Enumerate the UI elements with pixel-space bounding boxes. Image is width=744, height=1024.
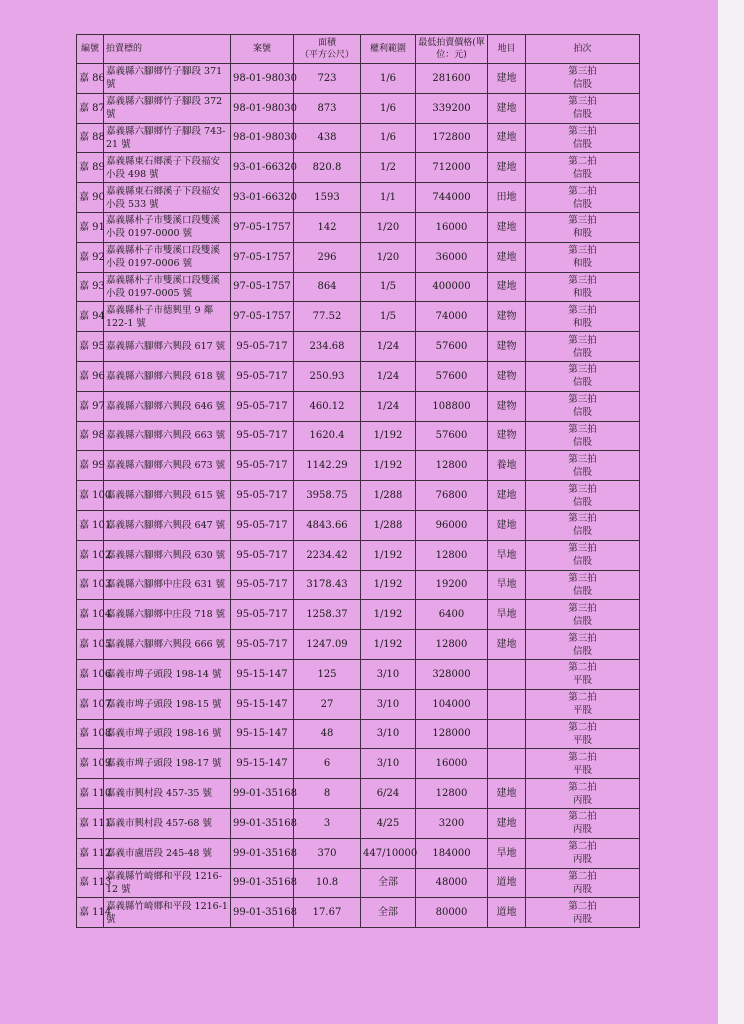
cell-area: 10.8	[294, 868, 361, 898]
cell-area: 8	[294, 779, 361, 809]
cell-area: 125	[294, 659, 361, 689]
cell-right: 1/24	[361, 361, 416, 391]
header-price: 最低拍賣價格(單位：元)	[416, 35, 488, 64]
table-row	[77, 421, 640, 451]
cell-area: 873	[294, 93, 361, 123]
cell-price: 328000	[416, 659, 488, 689]
cell-price: 57600	[416, 421, 488, 451]
cell-round: 第三拍 和股	[526, 302, 640, 332]
cell-land: 田地	[488, 183, 526, 213]
cell-right: 1/192	[361, 540, 416, 570]
cell-no: 嘉 102	[77, 540, 104, 570]
cell-right: 3/10	[361, 719, 416, 749]
table-row	[77, 451, 640, 481]
header-area: 面積 （平方公尺）	[294, 35, 361, 64]
cell-target: 嘉義市興村段 457-68 號	[104, 808, 231, 838]
cell-land: 建地	[488, 510, 526, 540]
cell-area: 234.68	[294, 332, 361, 362]
cell-case: 95-15-147	[231, 659, 294, 689]
cell-land	[488, 659, 526, 689]
cell-round: 第二拍 平股	[526, 689, 640, 719]
cell-land: 建物	[488, 302, 526, 332]
cell-right: 1/24	[361, 332, 416, 362]
cell-target: 嘉義縣六腳鄉六興段 646 號	[104, 391, 231, 421]
cell-price: 74000	[416, 302, 488, 332]
cell-round: 第三拍 和股	[526, 272, 640, 302]
table-row	[77, 838, 640, 868]
cell-land: 道地	[488, 898, 526, 928]
cell-round: 第二拍 平股	[526, 719, 640, 749]
cell-price: 76800	[416, 481, 488, 511]
cell-case: 95-05-717	[231, 391, 294, 421]
cell-right: 1/5	[361, 272, 416, 302]
cell-round: 第二拍 丙股	[526, 868, 640, 898]
cell-right: 1/24	[361, 391, 416, 421]
cell-area: 77.52	[294, 302, 361, 332]
cell-price: 12800	[416, 540, 488, 570]
cell-no: 嘉 114	[77, 898, 104, 928]
cell-price: 3200	[416, 808, 488, 838]
cell-case: 99-01-35168	[231, 779, 294, 809]
table-row	[77, 183, 640, 213]
cell-right: 1/192	[361, 451, 416, 481]
cell-area: 6	[294, 749, 361, 779]
cell-right: 1/6	[361, 93, 416, 123]
cell-target: 嘉義縣朴子市雙溪口段雙溪小段 0197-0005 號	[104, 272, 231, 302]
cell-right: 全部	[361, 868, 416, 898]
cell-land: 旱地	[488, 600, 526, 630]
cell-target: 嘉義市埤子頭段 198-14 號	[104, 659, 231, 689]
cell-case: 99-01-35168	[231, 868, 294, 898]
cell-case: 95-05-717	[231, 332, 294, 362]
cell-round: 第二拍 丙股	[526, 779, 640, 809]
table-row	[77, 93, 640, 123]
cell-right: 1/6	[361, 123, 416, 153]
cell-round: 第三拍 信股	[526, 570, 640, 600]
auction-table	[76, 34, 640, 928]
cell-no: 嘉 110	[77, 779, 104, 809]
cell-land: 旱地	[488, 570, 526, 600]
cell-land: 建地	[488, 123, 526, 153]
cell-round: 第二拍 信股	[526, 153, 640, 183]
table-row	[77, 64, 640, 94]
cell-target: 嘉義縣六腳鄉六興段 618 號	[104, 361, 231, 391]
cell-land: 道地	[488, 868, 526, 898]
cell-area: 142	[294, 212, 361, 242]
cell-area: 1142.29	[294, 451, 361, 481]
cell-land: 建地	[488, 808, 526, 838]
header-case: 案號	[231, 35, 294, 64]
cell-land	[488, 749, 526, 779]
table-row	[77, 898, 640, 928]
cell-case: 95-05-717	[231, 510, 294, 540]
cell-case: 95-05-717	[231, 481, 294, 511]
cell-no: 嘉 96	[77, 361, 104, 391]
cell-area: 17.67	[294, 898, 361, 928]
table-row	[77, 242, 640, 272]
cell-area: 3958.75	[294, 481, 361, 511]
cell-price: 19200	[416, 570, 488, 600]
cell-no: 嘉 99	[77, 451, 104, 481]
cell-case: 95-15-147	[231, 749, 294, 779]
cell-land: 建物	[488, 421, 526, 451]
cell-case: 93-01-66320	[231, 183, 294, 213]
cell-price: 96000	[416, 510, 488, 540]
cell-price: 281600	[416, 64, 488, 94]
cell-price: 184000	[416, 838, 488, 868]
cell-case: 95-05-717	[231, 600, 294, 630]
cell-land: 旱地	[488, 540, 526, 570]
cell-right: 447/10000	[361, 838, 416, 868]
table-row	[77, 689, 640, 719]
cell-no: 嘉 95	[77, 332, 104, 362]
table-row	[77, 361, 640, 391]
cell-round: 第三拍 信股	[526, 123, 640, 153]
cell-right: 6/24	[361, 779, 416, 809]
cell-round: 第三拍 和股	[526, 242, 640, 272]
cell-target: 嘉義縣朴子市雙溪口段雙溪小段 0197-0000 號	[104, 212, 231, 242]
cell-no: 嘉 112	[77, 838, 104, 868]
cell-price: 6400	[416, 600, 488, 630]
cell-case: 99-01-35168	[231, 808, 294, 838]
cell-land: 建地	[488, 242, 526, 272]
header-right: 權利範圍	[361, 35, 416, 64]
cell-round: 第三拍 信股	[526, 391, 640, 421]
cell-price: 172800	[416, 123, 488, 153]
header-target: 拍賣標的	[104, 35, 231, 64]
table-row	[77, 272, 640, 302]
cell-case: 98-01-98030	[231, 93, 294, 123]
cell-no: 嘉 93	[77, 272, 104, 302]
cell-no: 嘉 101	[77, 510, 104, 540]
cell-case: 95-15-147	[231, 689, 294, 719]
cell-target: 嘉義縣朴子市雙溪口段雙溪小段 0197-0006 號	[104, 242, 231, 272]
cell-price: 104000	[416, 689, 488, 719]
cell-no: 嘉 94	[77, 302, 104, 332]
cell-round: 第二拍 丙股	[526, 808, 640, 838]
cell-price: 712000	[416, 153, 488, 183]
cell-price: 744000	[416, 183, 488, 213]
cell-no: 嘉 105	[77, 630, 104, 660]
cell-round: 第三拍 信股	[526, 481, 640, 511]
cell-land: 建地	[488, 212, 526, 242]
cell-area: 438	[294, 123, 361, 153]
cell-area: 370	[294, 838, 361, 868]
cell-price: 128000	[416, 719, 488, 749]
table-row	[77, 540, 640, 570]
cell-no: 嘉 88	[77, 123, 104, 153]
cell-area: 250.93	[294, 361, 361, 391]
cell-target: 嘉義縣六腳鄉六興段 617 號	[104, 332, 231, 362]
cell-round: 第二拍 平股	[526, 749, 640, 779]
cell-target: 嘉義市埤子頭段 198-16 號	[104, 719, 231, 749]
table-row	[77, 510, 640, 540]
cell-no: 嘉 109	[77, 749, 104, 779]
table-row	[77, 719, 640, 749]
table-row	[77, 600, 640, 630]
cell-right: 1/20	[361, 242, 416, 272]
cell-round: 第三拍 信股	[526, 64, 640, 94]
cell-target: 嘉義縣六腳鄉竹子腳段 371 號	[104, 64, 231, 94]
cell-round: 第二拍 平股	[526, 659, 640, 689]
cell-right: 3/10	[361, 659, 416, 689]
cell-target: 嘉義縣六腳鄉竹子腳段 372 號	[104, 93, 231, 123]
cell-right: 1/192	[361, 421, 416, 451]
cell-right: 1/192	[361, 570, 416, 600]
table-header-row	[77, 35, 640, 64]
cell-no: 嘉 103	[77, 570, 104, 600]
cell-round: 第三拍 信股	[526, 451, 640, 481]
cell-no: 嘉 111	[77, 808, 104, 838]
cell-target: 嘉義市埤子頭段 198-17 號	[104, 749, 231, 779]
cell-case: 95-05-717	[231, 421, 294, 451]
cell-price: 12800	[416, 451, 488, 481]
cell-case: 95-05-717	[231, 570, 294, 600]
cell-land: 建地	[488, 64, 526, 94]
cell-land: 旱地	[488, 838, 526, 868]
cell-area: 820.8	[294, 153, 361, 183]
cell-target: 嘉義市興村段 457-35 號	[104, 779, 231, 809]
cell-price: 339200	[416, 93, 488, 123]
cell-right: 3/10	[361, 749, 416, 779]
table-row	[77, 123, 640, 153]
cell-case: 95-05-717	[231, 540, 294, 570]
table-row	[77, 808, 640, 838]
cell-no: 嘉 98	[77, 421, 104, 451]
cell-case: 95-05-717	[231, 361, 294, 391]
cell-target: 嘉義縣竹崎鄉和平段 1216-12 號	[104, 868, 231, 898]
cell-area: 296	[294, 242, 361, 272]
cell-price: 108800	[416, 391, 488, 421]
cell-target: 嘉義市埤子頭段 198-15 號	[104, 689, 231, 719]
cell-round: 第三拍 信股	[526, 600, 640, 630]
cell-price: 16000	[416, 212, 488, 242]
cell-right: 1/192	[361, 630, 416, 660]
cell-round: 第三拍 和股	[526, 212, 640, 242]
cell-price: 16000	[416, 749, 488, 779]
table-body	[77, 64, 640, 928]
table-row	[77, 153, 640, 183]
cell-round: 第二拍 丙股	[526, 838, 640, 868]
cell-no: 嘉 113	[77, 868, 104, 898]
cell-round: 第三拍 信股	[526, 540, 640, 570]
cell-target: 嘉義縣六腳鄉中庄段 631 號	[104, 570, 231, 600]
header-round: 拍次	[526, 35, 640, 64]
cell-right: 1/288	[361, 510, 416, 540]
cell-price: 57600	[416, 332, 488, 362]
cell-target: 嘉義縣六腳鄉六興段 666 號	[104, 630, 231, 660]
table-row	[77, 302, 640, 332]
cell-case: 97-05-1757	[231, 272, 294, 302]
cell-land	[488, 719, 526, 749]
cell-land: 建地	[488, 93, 526, 123]
cell-land: 養地	[488, 451, 526, 481]
cell-no: 嘉 90	[77, 183, 104, 213]
header-no: 編號	[77, 35, 104, 64]
cell-land: 建物	[488, 361, 526, 391]
cell-target: 嘉義縣六腳鄉六興段 663 號	[104, 421, 231, 451]
cell-area: 4843.66	[294, 510, 361, 540]
cell-land	[488, 689, 526, 719]
cell-case: 95-05-717	[231, 630, 294, 660]
cell-no: 嘉 107	[77, 689, 104, 719]
cell-round: 第三拍 信股	[526, 361, 640, 391]
cell-land: 建地	[488, 153, 526, 183]
cell-no: 嘉 92	[77, 242, 104, 272]
cell-area: 1258.37	[294, 600, 361, 630]
cell-price: 12800	[416, 779, 488, 809]
cell-case: 95-05-717	[231, 451, 294, 481]
table-row	[77, 332, 640, 362]
cell-price: 36000	[416, 242, 488, 272]
cell-target: 嘉義縣六腳鄉六興段 647 號	[104, 510, 231, 540]
cell-price: 12800	[416, 630, 488, 660]
cell-target: 嘉義縣六腳鄉六興段 673 號	[104, 451, 231, 481]
cell-no: 嘉 106	[77, 659, 104, 689]
cell-case: 99-01-35168	[231, 898, 294, 928]
cell-area: 1247.09	[294, 630, 361, 660]
cell-case: 99-01-35168	[231, 838, 294, 868]
cell-price: 48000	[416, 868, 488, 898]
cell-round: 第三拍 信股	[526, 332, 640, 362]
table-row	[77, 868, 640, 898]
cell-area: 460.12	[294, 391, 361, 421]
cell-target: 嘉義市盧厝段 245-48 號	[104, 838, 231, 868]
table-row	[77, 749, 640, 779]
cell-no: 嘉 87	[77, 93, 104, 123]
cell-round: 第三拍 信股	[526, 630, 640, 660]
cell-right: 1/288	[361, 481, 416, 511]
cell-case: 95-15-147	[231, 719, 294, 749]
cell-target: 嘉義縣六腳鄉竹子腳段 743-21 號	[104, 123, 231, 153]
header-land: 地目	[488, 35, 526, 64]
cell-area: 2234.42	[294, 540, 361, 570]
cell-right: 全部	[361, 898, 416, 928]
cell-right: 1/2	[361, 153, 416, 183]
cell-area: 3178.43	[294, 570, 361, 600]
table-row	[77, 481, 640, 511]
cell-target: 嘉義縣東石鄉溪子下段福安小段 533 號	[104, 183, 231, 213]
cell-area: 3	[294, 808, 361, 838]
cell-land: 建地	[488, 272, 526, 302]
table-row	[77, 630, 640, 660]
cell-round: 第三拍 信股	[526, 93, 640, 123]
cell-right: 1/5	[361, 302, 416, 332]
cell-no: 嘉 97	[77, 391, 104, 421]
cell-case: 93-01-66320	[231, 153, 294, 183]
cell-target: 嘉義縣竹崎鄉和平段 1216-1 號	[104, 898, 231, 928]
cell-case: 97-05-1757	[231, 212, 294, 242]
cell-right: 1/20	[361, 212, 416, 242]
cell-no: 嘉 100	[77, 481, 104, 511]
cell-price: 80000	[416, 898, 488, 928]
cell-area: 1593	[294, 183, 361, 213]
table-row	[77, 779, 640, 809]
cell-target: 嘉義縣六腳鄉中庄段 718 號	[104, 600, 231, 630]
cell-case: 97-05-1757	[231, 242, 294, 272]
cell-right: 4/25	[361, 808, 416, 838]
cell-target: 嘉義縣東石鄉溪子下段福安小段 498 號	[104, 153, 231, 183]
table-row	[77, 570, 640, 600]
table-row	[77, 212, 640, 242]
cell-area: 864	[294, 272, 361, 302]
cell-price: 57600	[416, 361, 488, 391]
cell-case: 98-01-98030	[231, 123, 294, 153]
cell-round: 第三拍 信股	[526, 510, 640, 540]
cell-no: 嘉 86	[77, 64, 104, 94]
cell-round: 第二拍 丙股	[526, 898, 640, 928]
cell-case: 98-01-98030	[231, 64, 294, 94]
cell-no: 嘉 108	[77, 719, 104, 749]
cell-right: 1/6	[361, 64, 416, 94]
cell-round: 第二拍 信股	[526, 183, 640, 213]
cell-land: 建地	[488, 481, 526, 511]
cell-price: 400000	[416, 272, 488, 302]
cell-target: 嘉義縣六腳鄉六興段 615 號	[104, 481, 231, 511]
cell-land: 建物	[488, 332, 526, 362]
cell-area: 1620.4	[294, 421, 361, 451]
cell-case: 97-05-1757	[231, 302, 294, 332]
cell-land: 建物	[488, 391, 526, 421]
cell-no: 嘉 91	[77, 212, 104, 242]
cell-round: 第三拍 信股	[526, 421, 640, 451]
cell-target: 嘉義縣六腳鄉六興段 630 號	[104, 540, 231, 570]
cell-right: 1/1	[361, 183, 416, 213]
cell-target: 嘉義縣朴子市德興里 9 鄰 122-1 號	[104, 302, 231, 332]
cell-area: 48	[294, 719, 361, 749]
cell-area: 723	[294, 64, 361, 94]
cell-land: 建地	[488, 779, 526, 809]
cell-land: 建地	[488, 630, 526, 660]
table-row	[77, 391, 640, 421]
table-row	[77, 659, 640, 689]
cell-no: 嘉 89	[77, 153, 104, 183]
cell-no: 嘉 104	[77, 600, 104, 630]
cell-area: 27	[294, 689, 361, 719]
cell-right: 1/192	[361, 600, 416, 630]
cell-right: 3/10	[361, 689, 416, 719]
